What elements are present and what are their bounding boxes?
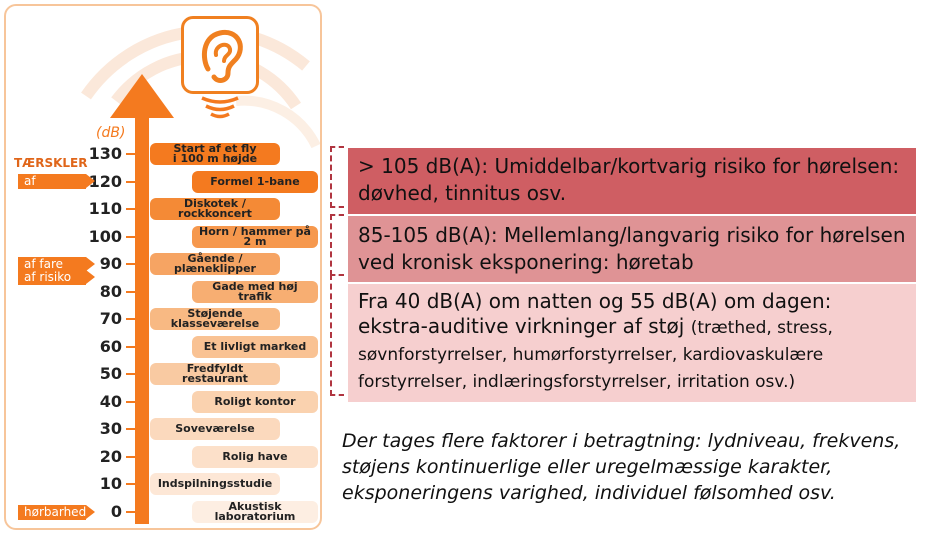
scale-level: 90	[99, 254, 122, 274]
scale-level: 20	[99, 446, 122, 466]
scale-tick	[126, 208, 136, 210]
sound-source-label: Horn / hammer på 2 m	[192, 226, 318, 248]
ear-icon-box	[181, 16, 259, 94]
scale-level: 40	[99, 391, 122, 411]
scale-level: 10	[99, 474, 122, 494]
scale-tick	[126, 236, 136, 238]
scale-level: 100	[88, 226, 122, 246]
scale-tick	[126, 291, 136, 293]
scale-level: 110	[88, 199, 122, 219]
scale-level: 130	[88, 144, 122, 163]
sound-source-label: Et livligt marked	[192, 336, 318, 358]
scale-level: 120	[88, 171, 122, 191]
scale-tick	[126, 456, 136, 458]
risk-low-box	[348, 284, 916, 402]
threshold-tag: af smerte	[18, 174, 86, 189]
scale-tick	[126, 483, 136, 485]
risk-medium-box	[348, 216, 916, 282]
scale-tick	[126, 181, 136, 183]
scale-level: 30	[99, 419, 122, 439]
threshold-tag: af fare	[18, 257, 86, 272]
sound-source-label: Roligt kontor	[192, 391, 318, 413]
scale-tick	[126, 318, 136, 320]
sound-source-label: Indspilningsstudie	[150, 473, 280, 495]
sound-source-label: Diskotek / rockkoncert	[150, 198, 280, 220]
scale-tick	[126, 401, 136, 403]
risk-low-details: (træthed, stress, søvnforstyrrelser, humørforstyrrelser, kardiovaskulære forstyrrelser, indlæringsforstyrrelser, irritation osv.)	[358, 318, 833, 392]
sound-source-label: Soveværelse	[150, 418, 280, 440]
factors-note: Der tages flere faktorer i betragtning: lydniveau, frekvens, støjens kontinuerlige eller uregelmæssige karakter, eksponeringens varighed, individuel følsomhed osv.	[342, 430, 901, 504]
scale-tick	[126, 153, 136, 155]
risk-bracket-low	[330, 274, 344, 396]
sound-source-label: Start af et fly i 100 m højde	[150, 143, 280, 165]
sound-source-label: Fredfyldt restaurant	[150, 363, 280, 385]
risk-bracket-medium	[330, 214, 344, 276]
scale-tick	[126, 263, 136, 265]
arrow-up-icon	[110, 74, 174, 118]
risk-high-box	[348, 148, 916, 214]
sound-source-label: Formel 1-bane	[192, 171, 318, 193]
risk-low-text: Fra 40 dB(A) om natten og 55 dB(A) om dagen: ekstra-auditive virkninger af støj	[358, 289, 832, 338]
sound-emission-icon	[196, 94, 244, 120]
risk-high-text: > 105 dB(A): Umiddelbar/kortvarig risiko for hørelsen: døvhed, tinnitus osv.	[358, 154, 900, 205]
sound-source-label: Støjende klasseværelse	[150, 308, 280, 330]
sound-source-label: Gade med høj trafik	[192, 281, 318, 303]
scale-tick	[126, 428, 136, 430]
scale-level: 80	[99, 281, 122, 301]
scale-axis	[135, 114, 149, 524]
sound-source-label: Rolig have	[192, 446, 318, 468]
scale-tick	[126, 373, 136, 375]
sound-source-label: Akustisk laboratorium	[192, 501, 318, 523]
threshold-title: TÆRSKLER	[14, 156, 88, 170]
threshold-tag: af risiko	[18, 270, 86, 285]
sound-source-label: Gående / plæneklipper	[150, 253, 280, 275]
scale-tick	[126, 511, 136, 513]
threshold-tag: hørbarhed	[18, 505, 86, 520]
noise-scale-panel	[4, 4, 322, 530]
scale-level: 60	[99, 336, 122, 356]
unit-label: (dB)	[96, 125, 126, 141]
risk-bracket-high	[330, 146, 344, 208]
scale-level: 70	[99, 309, 122, 329]
scale-level: 50	[99, 364, 122, 384]
scale-level: 0	[110, 502, 122, 521]
risk-medium-text: 85-105 dB(A): Mellemlang/langvarig risiko for hørelsen ved kronisk eksponering: høretab	[358, 223, 906, 274]
scale-tick	[126, 346, 136, 348]
ear-icon	[184, 19, 256, 91]
